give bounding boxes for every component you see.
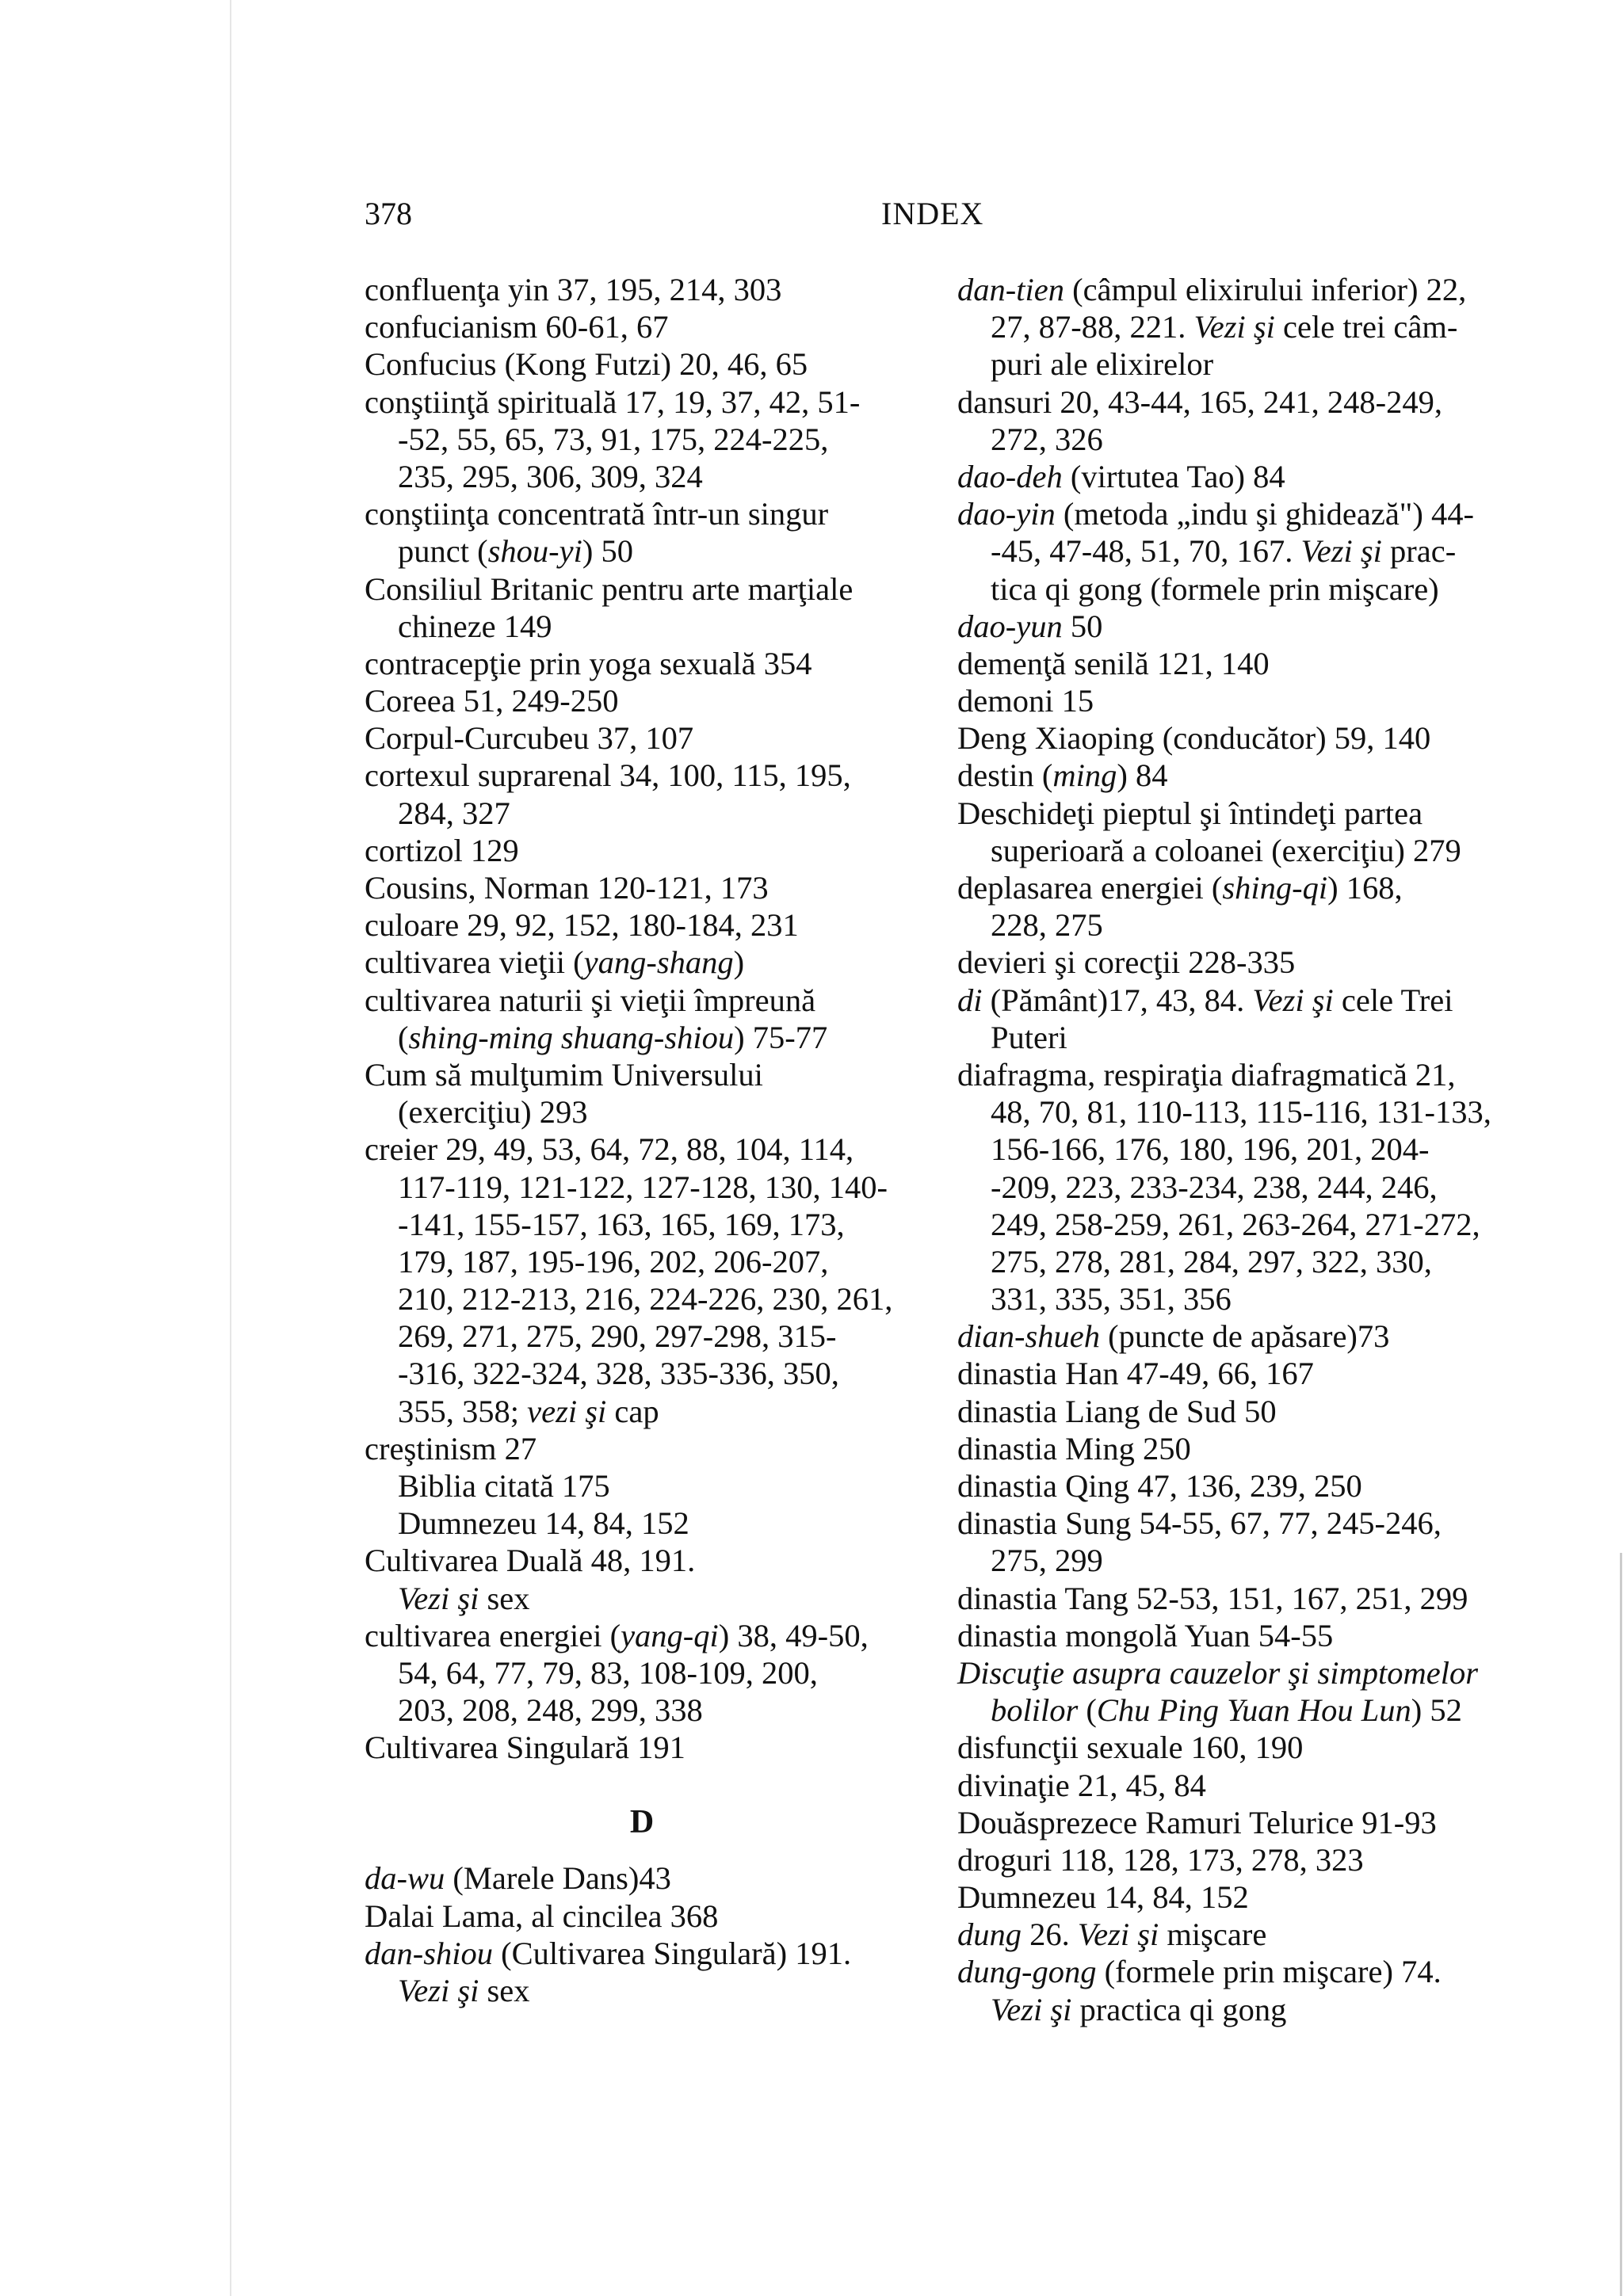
- index-entry-continuation: [365, 1580, 919, 1617]
- entry-text: Deschideţi pieptul şi întindeţi partea: [957, 795, 1423, 831]
- index-entry-continuation: [957, 1131, 1512, 1168]
- index-entry-continuation: [365, 795, 919, 832]
- entry-text: (formele prin mişcare) 74.: [1096, 1954, 1442, 1990]
- italic-term: Vezi şi: [991, 1991, 1072, 2027]
- index-entry-continuation: [365, 1505, 919, 1542]
- entry-text: superioară a coloanei (exerciţiu) 279: [991, 832, 1461, 868]
- index-entry-continuation: [365, 532, 919, 570]
- entry-text: ) 75-77: [734, 1019, 828, 1055]
- index-entry-continuation: [957, 1019, 1512, 1056]
- index-entry: [365, 383, 919, 421]
- entry-text: 48, 70, 81, 110-113, 115-116, 131-133,: [991, 1094, 1491, 1131]
- index-entry-continuation: [957, 1093, 1512, 1131]
- entry-text: devieri şi corecţii 228-335: [957, 944, 1296, 981]
- entry-text: dinastia Han 47-49, 66, 167: [957, 1356, 1314, 1392]
- italic-term: di: [957, 982, 983, 1018]
- index-entry-continuation: [365, 1393, 919, 1430]
- index-entry: [365, 308, 919, 345]
- index-entry-continuation: [957, 906, 1512, 944]
- index-entry-continuation: [957, 1991, 1512, 2028]
- index-entry: [957, 495, 1512, 532]
- index-entry: [365, 1056, 919, 1093]
- entry-text: chineze 149: [398, 608, 552, 644]
- entry-text: dinastia Liang de Sud 50: [957, 1393, 1277, 1429]
- index-entry: [957, 1841, 1512, 1878]
- index-entry: [957, 645, 1512, 682]
- entry-text: -141, 155-157, 163, 165, 169, 173,: [398, 1206, 845, 1242]
- entry-text: dinastia Sung 54-55, 67, 77, 245-246,: [957, 1505, 1442, 1542]
- index-entry-continuation: [365, 1169, 919, 1206]
- entry-text: Puteri: [991, 1019, 1067, 1055]
- entry-text: dansuri 20, 43-44, 165, 241, 248-249,: [957, 383, 1442, 420]
- entry-text: 210, 212-213, 216, 224-226, 230, 261,: [398, 1281, 893, 1318]
- entry-text: 269, 271, 275, 290, 297-298, 315-: [398, 1318, 837, 1355]
- entry-text: ) 50: [582, 533, 633, 570]
- entry-text: dinastia Tang 52-53, 151, 167, 251, 299: [957, 1580, 1468, 1616]
- index-entry-continuation: [365, 1206, 919, 1243]
- index-entry: [365, 719, 919, 757]
- entry-text: culoare 29, 92, 152, 180-184, 231: [365, 907, 799, 944]
- index-entry: [957, 1393, 1512, 1430]
- index-entry: [365, 1430, 919, 1467]
- entry-text: 249, 258-259, 261, 263-264, 271-272,: [991, 1206, 1480, 1242]
- index-entry: [365, 832, 919, 869]
- entry-text: 203, 208, 248, 299, 338: [398, 1692, 703, 1729]
- index-entry-continuation: [957, 1542, 1512, 1579]
- entry-text: 156-166, 176, 180, 196, 201, 204-: [991, 1131, 1430, 1168]
- entry-text: demoni 15: [957, 683, 1094, 719]
- index-entry-continuation: [957, 832, 1512, 869]
- italic-term: Chu Ping Yuan Hou Lun: [1096, 1692, 1411, 1729]
- entry-text: 27, 87-88, 221.: [991, 309, 1194, 345]
- italic-term: Vezi şi: [1077, 1917, 1159, 1953]
- entry-text: 284, 327: [398, 795, 510, 831]
- page-title: INDEX: [881, 196, 984, 231]
- index-entry: [957, 1804, 1512, 1841]
- index-entry: [365, 906, 919, 944]
- entry-text: creştinism 27: [365, 1430, 537, 1466]
- index-entry: [957, 757, 1512, 794]
- index-entry: [365, 1542, 919, 1579]
- index-entry-continuation: [365, 1467, 919, 1505]
- entry-text: dinastia mongolă Yuan 54-55: [957, 1617, 1334, 1653]
- index-entry: [957, 383, 1512, 421]
- entry-text: practica qi gong: [1071, 1991, 1287, 2027]
- entry-text: 117-119, 121-122, 127-128, 130, 140-: [398, 1169, 888, 1205]
- entry-text: -316, 322-324, 328, 335-336, 350,: [398, 1356, 839, 1392]
- entry-text: tica qi gong (formele prin mişcare): [991, 570, 1439, 607]
- entry-text: dinastia Qing 47, 136, 239, 250: [957, 1468, 1362, 1504]
- entry-text: 275, 299: [991, 1543, 1103, 1579]
- italic-term: ming: [1052, 757, 1117, 794]
- index-entry-continuation: [957, 421, 1512, 458]
- entry-text: disfuncţii sexuale 160, 190: [957, 1730, 1304, 1766]
- index-entry: [365, 645, 919, 682]
- entry-text: Cum să mulţumim Universului: [365, 1056, 763, 1093]
- entry-text: -52, 55, 65, 73, 91, 175, 224-225,: [398, 421, 829, 457]
- scan-edge-right: [1620, 1553, 1622, 2296]
- entry-text: Deng Xiaoping (conducător) 59, 140: [957, 720, 1431, 757]
- page-number: 378: [365, 196, 412, 231]
- entry-text: conştiinţa concentrată într-un singur: [365, 496, 829, 532]
- italic-term: dung-gong: [957, 1954, 1097, 1990]
- entry-text: (Marele Dans)43: [445, 1860, 671, 1897]
- index-entry: [957, 869, 1512, 906]
- entry-text: deplasarea energiei (: [957, 870, 1223, 906]
- entry-text: (virtutea Tao) 84: [1062, 458, 1285, 494]
- index-entry: [365, 345, 919, 383]
- index-entry: [365, 682, 919, 719]
- entry-text: puri ale elixirelor: [991, 346, 1214, 383]
- entry-text: destin (: [957, 757, 1053, 794]
- entry-text: ) 52: [1411, 1692, 1462, 1729]
- entry-text: sex: [479, 1973, 530, 2009]
- index-entry: [365, 869, 919, 906]
- italic-term: Discuţie asupra cauzelor şi simptomelor: [957, 1654, 1478, 1691]
- index-entry: [957, 1056, 1512, 1093]
- italic-term: Vezi şi: [398, 1580, 479, 1616]
- entry-text: 272, 326: [991, 421, 1103, 457]
- entry-text: (: [398, 1019, 409, 1055]
- entry-text: creier 29, 49, 53, 64, 72, 88, 104, 114,: [365, 1131, 854, 1168]
- index-entry-continuation: [957, 570, 1512, 608]
- index-entry: [365, 271, 919, 308]
- index-entry-continuation: [365, 1691, 919, 1729]
- index-entry-continuation: [365, 1093, 919, 1131]
- entry-text: ) 84: [1117, 757, 1168, 794]
- index-entry: [957, 1430, 1512, 1467]
- entry-text: Douăsprezece Ramuri Telurice 91-93: [957, 1804, 1437, 1840]
- entry-text: ) 168,: [1327, 870, 1403, 906]
- index-entry: [957, 1355, 1512, 1392]
- index-entry-continuation: [365, 1318, 919, 1355]
- index-entry-continuation: [957, 308, 1512, 345]
- italic-term: dan-tien: [957, 272, 1064, 307]
- scan-edge-left: [230, 0, 231, 2296]
- index-entry: [365, 1859, 919, 1897]
- index-column-left: [365, 271, 919, 2009]
- entry-text: diafragma, respiraţia diafragmatică 21,: [957, 1056, 1456, 1093]
- entry-text: (exerciţiu) 293: [398, 1094, 588, 1131]
- index-entry-continuation: [365, 1243, 919, 1280]
- entry-text: Corpul-Curcubeu 37, 107: [365, 720, 694, 757]
- entry-text: (Cultivarea Singulară) 191.: [493, 1935, 852, 1971]
- italic-term: shou-yi: [487, 533, 582, 570]
- index-entry: [957, 1318, 1512, 1355]
- entry-text: Coreea 51, 249-250: [365, 683, 619, 719]
- entry-text: Confucius (Kong Futzi) 20, 46, 65: [365, 346, 808, 383]
- index-entry: [365, 1131, 919, 1168]
- index-entry-continuation: [957, 1169, 1512, 1206]
- index-entry: [957, 982, 1512, 1019]
- index-entry-continuation: [365, 1355, 919, 1392]
- entry-text: -209, 223, 233-234, 238, 244, 246,: [991, 1169, 1438, 1205]
- index-entry-continuation: [957, 345, 1512, 383]
- italic-term: vezi şi: [527, 1393, 607, 1429]
- index-entry: [365, 1897, 919, 1935]
- entry-text: cultivarea energiei (: [365, 1617, 621, 1653]
- entry-text: droguri 118, 128, 173, 278, 323: [957, 1841, 1364, 1878]
- index-entry: [365, 495, 919, 532]
- entry-text: (puncte de apăsare)73: [1099, 1318, 1390, 1355]
- index-entry: [957, 1505, 1512, 1542]
- entry-text: cele trei câm-: [1274, 309, 1458, 345]
- entry-text: ): [733, 944, 745, 981]
- italic-term: Vezi şi: [398, 1973, 479, 2009]
- index-entry-continuation: [365, 1972, 919, 2009]
- index-entry: [957, 1878, 1512, 1916]
- index-entry: [957, 944, 1512, 981]
- italic-term: dao-yun: [957, 608, 1063, 644]
- italic-term: Vezi şi: [1193, 309, 1275, 345]
- italic-term: da-wu: [365, 1860, 445, 1897]
- entry-text: prac-: [1381, 533, 1457, 570]
- entry-text: Dumnezeu 14, 84, 152: [398, 1505, 689, 1542]
- entry-text: Dumnezeu 14, 84, 152: [957, 1879, 1249, 1916]
- italic-term: dian-shueh: [957, 1318, 1100, 1355]
- index-entry-continuation: [365, 1654, 919, 1691]
- entry-text: cultivarea naturii şi vieţii împreună: [365, 982, 816, 1018]
- index-entry: [957, 1617, 1512, 1654]
- index-entry-continuation: [365, 421, 919, 458]
- entry-text: dinastia Ming 250: [957, 1430, 1191, 1466]
- index-entry-continuation: [957, 1243, 1512, 1280]
- index-letter-heading: [365, 1785, 919, 1859]
- index-entry: [957, 1467, 1512, 1505]
- entry-text: Cousins, Norman 120-121, 173: [365, 870, 769, 906]
- entry-text: 355, 358;: [398, 1393, 528, 1429]
- entry-text: divinaţie 21, 45, 84: [957, 1767, 1206, 1803]
- index-entry-continuation: [365, 1280, 919, 1318]
- entry-text: Biblia citată 175: [398, 1468, 610, 1504]
- entry-text: -45, 47-48, 51, 70, 167.: [991, 533, 1301, 570]
- italic-term: dao-deh: [957, 458, 1063, 494]
- entry-text: contracepţie prin yoga sexuală 354: [365, 645, 812, 681]
- index-entry-continuation: [365, 1019, 919, 1056]
- entry-text: 275, 278, 281, 284, 297, 322, 330,: [991, 1243, 1432, 1280]
- index-entry: [957, 1654, 1512, 1691]
- index-entry: [957, 608, 1512, 645]
- entry-text: 54, 64, 77, 79, 83, 108-109, 200,: [398, 1654, 818, 1691]
- index-entry: [365, 944, 919, 981]
- italic-term: Vezi şi: [1252, 982, 1334, 1018]
- index-entry: [957, 719, 1512, 757]
- entry-text: Consiliul Britanic pentru arte marţiale: [365, 570, 854, 607]
- entry-text: Cultivarea Duală 48, 191.: [365, 1543, 696, 1579]
- entry-text: mişcare: [1159, 1917, 1267, 1953]
- italic-term: bolilor: [991, 1692, 1079, 1729]
- index-entry: [957, 1916, 1512, 1953]
- index-entry: [365, 1617, 919, 1654]
- index-entry: [957, 1767, 1512, 1804]
- entry-text: cortexul suprarenal 34, 100, 115, 195,: [365, 757, 851, 794]
- entry-text: cap: [606, 1393, 659, 1429]
- entry-text: cultivarea vieţii (: [365, 944, 584, 981]
- index-entry: [957, 682, 1512, 719]
- index-entry: [957, 1580, 1512, 1617]
- entry-text: 26.: [1022, 1917, 1078, 1953]
- entry-text: 179, 187, 195-196, 202, 206-207,: [398, 1243, 829, 1280]
- index-column-right: [957, 271, 1512, 2028]
- index-entry: [957, 458, 1512, 495]
- italic-term: Vezi şi: [1300, 533, 1382, 570]
- entry-text: cele Trei: [1333, 982, 1453, 1018]
- entry-text: sex: [479, 1580, 530, 1616]
- italic-term: yang-shang: [583, 944, 734, 981]
- index-entry: [957, 1953, 1512, 1990]
- entry-text: demenţă senilă 121, 140: [957, 645, 1270, 681]
- entry-text: Dalai Lama, al cincilea 368: [365, 1897, 719, 1934]
- index-entry: [365, 570, 919, 608]
- entry-text: Cultivarea Singulară 191: [365, 1730, 685, 1766]
- italic-term: shing-ming shuang-shiou: [408, 1019, 735, 1055]
- index-entry: [365, 982, 919, 1019]
- entry-text: ) 38, 49-50,: [718, 1617, 869, 1653]
- entry-text: (metoda „indu şi ghidează") 44-: [1055, 496, 1474, 532]
- entry-text: confucianism 60-61, 67: [365, 309, 669, 345]
- index-entry-continuation: [957, 1206, 1512, 1243]
- index-entry: [957, 1729, 1512, 1766]
- index-entry: [365, 757, 919, 794]
- index-entry: [957, 271, 1512, 308]
- italic-term: yang-qi: [621, 1617, 719, 1653]
- entry-text: cortizol 129: [365, 832, 519, 868]
- entry-text: D: [629, 1804, 655, 1841]
- index-entry: [957, 795, 1512, 832]
- italic-term: dung: [957, 1917, 1022, 1953]
- italic-term: dan-shiou: [365, 1935, 493, 1971]
- entry-text: conştiinţă spirituală 17, 19, 37, 42, 51-: [365, 383, 861, 420]
- entry-text: confluenţa yin 37, 195, 214, 303: [365, 272, 782, 307]
- index-entry-continuation: [957, 532, 1512, 570]
- index-entry-continuation: [957, 1691, 1512, 1729]
- entry-text: (Pământ)17, 43, 84.: [982, 982, 1253, 1018]
- entry-text: 235, 295, 306, 309, 324: [398, 458, 703, 494]
- index-entry-continuation: [957, 1280, 1512, 1318]
- entry-text: punct (: [398, 533, 488, 570]
- entry-text: 228, 275: [991, 907, 1103, 944]
- italic-term: dao-yin: [957, 496, 1056, 532]
- entry-text: (câmpul elixirului inferior) 22,: [1064, 272, 1467, 307]
- index-entry-continuation: [365, 458, 919, 495]
- italic-term: shing-qi: [1222, 870, 1328, 906]
- index-entry: [365, 1729, 919, 1766]
- entry-text: 331, 335, 351, 356: [991, 1281, 1232, 1318]
- index-entry: [365, 1935, 919, 1972]
- entry-text: 50: [1062, 608, 1103, 644]
- entry-text: (: [1078, 1692, 1097, 1729]
- index-entry-continuation: [365, 608, 919, 645]
